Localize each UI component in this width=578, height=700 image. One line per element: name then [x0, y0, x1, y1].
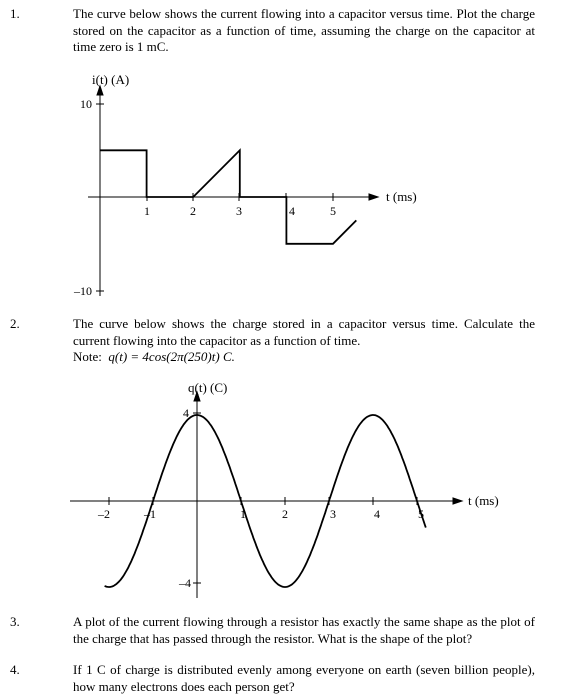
chart1-xtick-label-3: 3	[236, 204, 242, 218]
problem-2-body: The curve below shows the charge stored in a capacitor versus time. Calculate the current flowing into the capacitor as a function of time.	[73, 316, 535, 348]
x-axis-arrow	[453, 498, 462, 504]
problem-2-note-label: Note:	[73, 349, 102, 364]
chart1-ytick-label-minus-10: –10	[74, 284, 92, 298]
current-vs-time-chart	[0, 66, 578, 306]
chart1-xtick-label-1: 1	[144, 204, 150, 218]
chart2-ytick-label-4: 4	[183, 406, 189, 420]
problem-3-number: 3.	[10, 614, 20, 629]
chart1-xtick-label-5: 5	[330, 204, 336, 218]
chart2-ytick-label-minus-4: –4	[179, 576, 191, 590]
problem-2-note-formula: q(t) = 4cos(2π(250)t) C.	[108, 349, 235, 364]
problem-4-text: If 1 C of charge is distributed evenly among everyone on earth (seven billion people), how many electrons does each person get?	[73, 662, 535, 694]
charge-vs-time-chart	[0, 376, 578, 606]
chart2-xtick-label-minus-2: –2	[98, 507, 110, 521]
problem-3-text: A plot of the current flowing through a resistor has exactly the same shape as the plot of the charge that has passed through the resistor. What is the shape of the plot?	[73, 614, 535, 646]
chart2-xtick-label-minus-1: –1	[144, 507, 156, 521]
problem-1-number: 1.	[10, 6, 20, 21]
x-axis-arrow	[369, 194, 378, 200]
chart2-xtick-label-3: 3	[330, 507, 336, 521]
chart1-y-label: i(t) (A)	[92, 72, 130, 87]
chart1-x-label: t (ms)	[386, 189, 417, 204]
y-axis-arrow	[97, 86, 103, 95]
chart2-x-label: t (ms)	[468, 493, 499, 508]
chart2-xtick-label-1: 1	[240, 507, 246, 521]
chart1-xtick-label-4: 4	[289, 204, 295, 218]
chart2-y-label: q(t) (C)	[188, 380, 228, 395]
chart1-xtick-label-2: 2	[190, 204, 196, 218]
chart2-xtick-label-2: 2	[282, 507, 288, 521]
chart2-xtick-label-4: 4	[374, 507, 380, 521]
problem-4-number: 4.	[10, 662, 20, 677]
chart2-xtick-label-5: 5	[418, 507, 424, 521]
chart1-ytick-label-10: 10	[80, 97, 92, 111]
problem-2-number: 2.	[10, 316, 20, 331]
problem-1-text: The curve below shows the current flowing into a capacitor versus time. Plot the charge stored on the capacitor as a function of time, assuming the charge on the capacitor at time zero is 1 mC.	[73, 6, 535, 54]
problem-2-text	[73, 316, 535, 366]
